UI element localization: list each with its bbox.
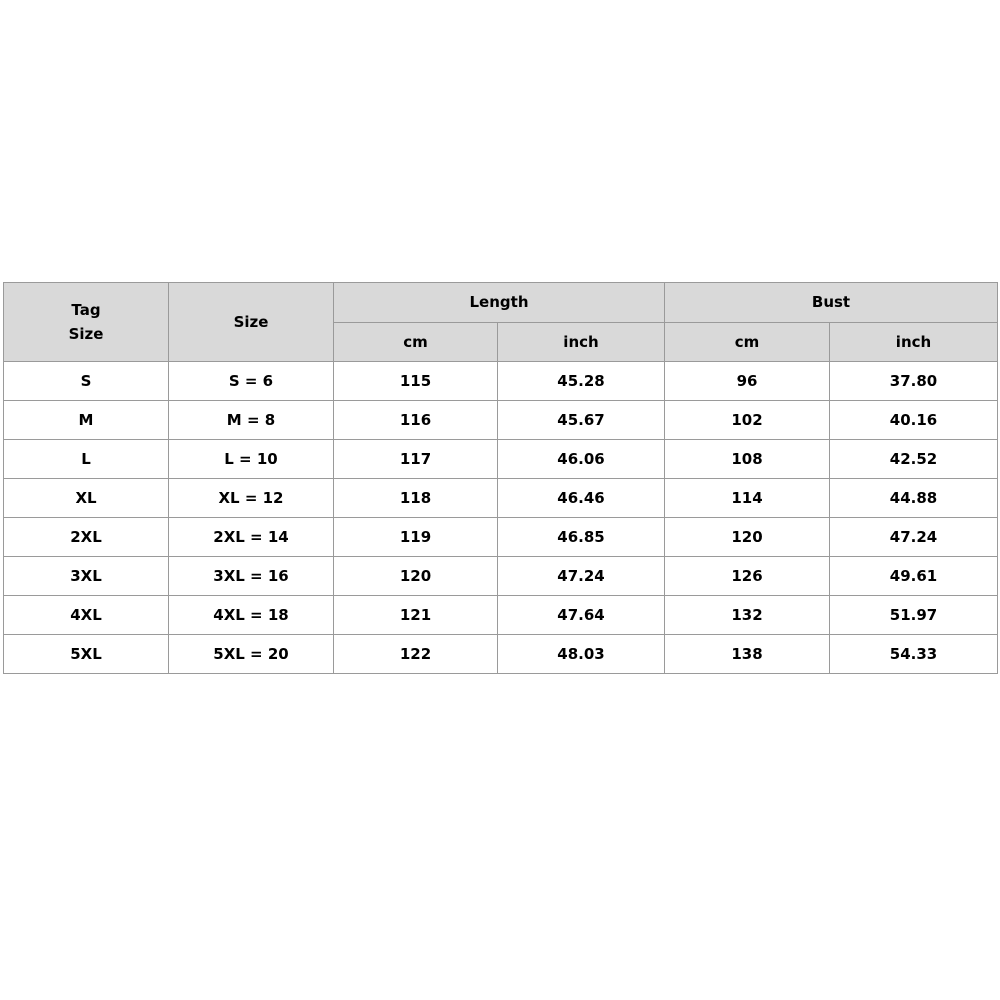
length-cm-header: cm: [334, 322, 498, 362]
length-cm-cell: 116: [334, 401, 498, 440]
bust-cm-cell: 114: [665, 479, 830, 518]
bust-inch-cell: 44.88: [830, 479, 998, 518]
table-row: [4, 362, 998, 401]
bust-cm-cell: 108: [665, 440, 830, 479]
table-row: [4, 479, 998, 518]
size-header: Size: [169, 283, 334, 362]
bust-header: Bust: [665, 283, 998, 323]
length-cm-cell: 117: [334, 440, 498, 479]
bust-inch-cell: 42.52: [830, 440, 998, 479]
bust-inch-cell: 54.33: [830, 635, 998, 674]
tag-cell: M: [4, 401, 169, 440]
tag-cell: 5XL: [4, 635, 169, 674]
table-row: [4, 518, 998, 557]
length-inch-cell: 45.28: [498, 362, 665, 401]
bust-inch-cell: 47.24: [830, 518, 998, 557]
bust-inch-cell: 40.16: [830, 401, 998, 440]
bust-cm-cell: 126: [665, 557, 830, 596]
table-header: [4, 283, 998, 362]
table-row: [4, 635, 998, 674]
size-cell: XL = 12: [169, 479, 334, 518]
length-inch-cell: 45.67: [498, 401, 665, 440]
bust-inch-header: inch: [830, 322, 998, 362]
length-cm-cell: 115: [334, 362, 498, 401]
table-row: [4, 440, 998, 479]
tag-size-header: [4, 283, 169, 362]
bust-inch-cell: 37.80: [830, 362, 998, 401]
table-row: [4, 596, 998, 635]
table-body: [4, 362, 998, 674]
size-cell: L = 10: [169, 440, 334, 479]
size-cell: S = 6: [169, 362, 334, 401]
tag-cell: XL: [4, 479, 169, 518]
tag-size-header-line2: Size: [68, 325, 104, 343]
bust-cm-cell: 102: [665, 401, 830, 440]
length-header: Length: [334, 283, 665, 323]
length-inch-header: inch: [498, 322, 665, 362]
length-inch-cell: 47.24: [498, 557, 665, 596]
table-row: [4, 401, 998, 440]
length-cm-cell: 119: [334, 518, 498, 557]
tag-cell: L: [4, 440, 169, 479]
bust-cm-cell: 120: [665, 518, 830, 557]
size-cell: 5XL = 20: [169, 635, 334, 674]
header-row-top: [4, 283, 998, 323]
bust-cm-cell: 96: [665, 362, 830, 401]
length-inch-cell: 47.64: [498, 596, 665, 635]
size-cell: M = 8: [169, 401, 334, 440]
length-cm-cell: 122: [334, 635, 498, 674]
length-inch-cell: 46.46: [498, 479, 665, 518]
tag-cell: 4XL: [4, 596, 169, 635]
tag-cell: S: [4, 362, 169, 401]
length-inch-cell: 48.03: [498, 635, 665, 674]
length-cm-cell: 118: [334, 479, 498, 518]
length-cm-cell: 120: [334, 557, 498, 596]
table-row: [4, 557, 998, 596]
bust-cm-cell: 132: [665, 596, 830, 635]
bust-cm-header: cm: [665, 322, 830, 362]
bust-cm-cell: 138: [665, 635, 830, 674]
size-cell: 2XL = 14: [169, 518, 334, 557]
length-inch-cell: 46.06: [498, 440, 665, 479]
size-cell: 4XL = 18: [169, 596, 334, 635]
bust-inch-cell: 51.97: [830, 596, 998, 635]
bust-inch-cell: 49.61: [830, 557, 998, 596]
size-cell: 3XL = 16: [169, 557, 334, 596]
length-cm-cell: 121: [334, 596, 498, 635]
tag-cell: 2XL: [4, 518, 169, 557]
length-inch-cell: 46.85: [498, 518, 665, 557]
size-chart-table: [3, 282, 998, 674]
tag-size-header-line1: Tag: [71, 301, 101, 319]
tag-cell: 3XL: [4, 557, 169, 596]
